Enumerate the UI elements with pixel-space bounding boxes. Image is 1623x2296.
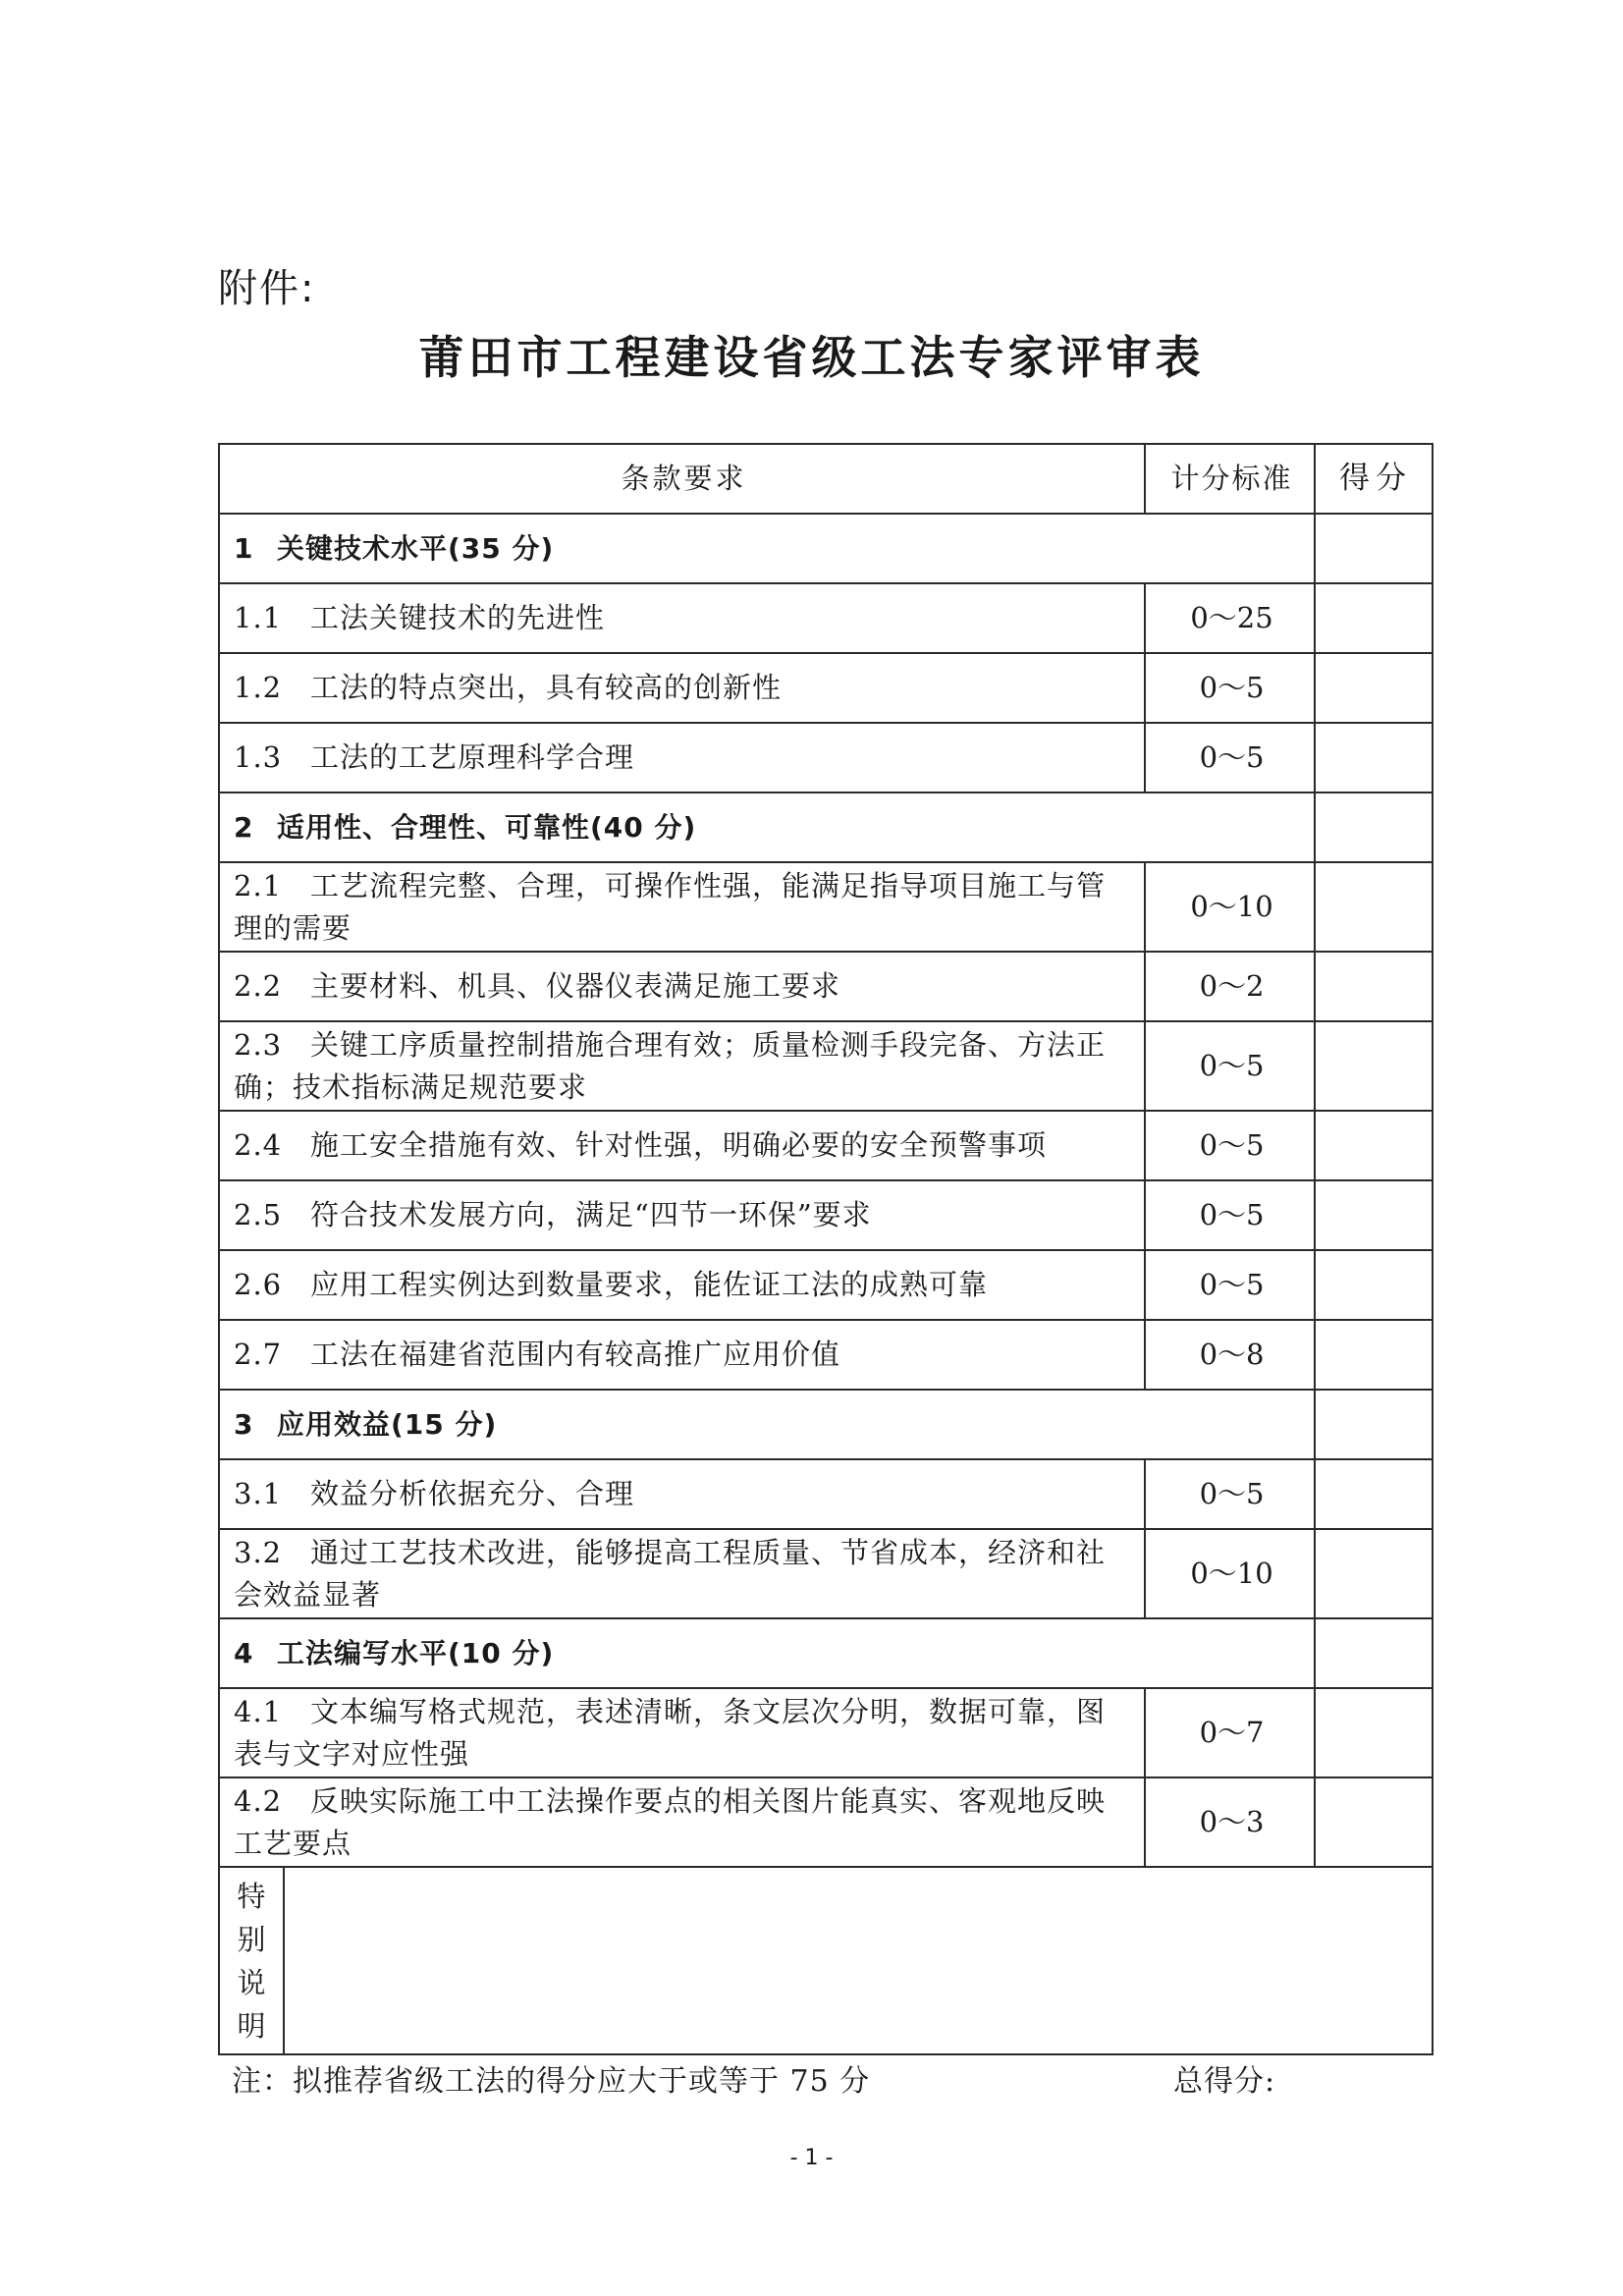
item-number: 4.2 xyxy=(234,1783,283,1818)
item-standard: 0～7 xyxy=(1145,1688,1315,1777)
item-text: 反映实际施工中工法操作要点的相关图片能真实、客观地反映工艺要点 xyxy=(234,1783,1107,1860)
criteria-row xyxy=(219,862,1433,952)
item-text: 通过工艺技术改进，能够提高工程质量、节省成本，经济和社会效益显著 xyxy=(234,1535,1107,1612)
score-cell[interactable] xyxy=(1315,1021,1433,1111)
score-cell[interactable] xyxy=(1315,793,1433,862)
criteria-row xyxy=(219,1111,1433,1180)
header-score: 得分 xyxy=(1315,444,1433,514)
criteria-row xyxy=(219,952,1433,1021)
item-standard: 0～8 xyxy=(1145,1320,1315,1390)
section-row xyxy=(219,793,1433,862)
score-cell[interactable] xyxy=(1315,1459,1433,1529)
special-notes-row xyxy=(219,1867,1433,2054)
score-cell[interactable] xyxy=(1315,1390,1433,1459)
item-text: 工法在福建省范围内有较高推广应用价值 xyxy=(310,1338,841,1371)
special-notes-label: 特 别 说 明 xyxy=(219,1867,284,2054)
item-number: 2.4 xyxy=(234,1128,283,1162)
review-table xyxy=(218,443,1434,2055)
score-cell[interactable] xyxy=(1315,1111,1433,1180)
item-text: 工艺流程完整、合理，可操作性强，能满足指导项目施工与管理的需要 xyxy=(234,868,1107,945)
item-number: 2.1 xyxy=(234,868,283,902)
special-notes-field[interactable] xyxy=(284,1867,1433,2054)
score-cell[interactable] xyxy=(1315,1529,1433,1618)
criteria-row xyxy=(219,1688,1433,1777)
table-header-row xyxy=(219,444,1433,514)
score-cell[interactable] xyxy=(1315,1250,1433,1320)
total-score-label: 总得分: xyxy=(1173,2064,1276,2099)
item-number: 3.2 xyxy=(234,1535,283,1569)
page-number: - 1 - xyxy=(789,2146,834,2170)
score-cell[interactable] xyxy=(1315,1320,1433,1390)
item-number: 2.3 xyxy=(234,1027,283,1062)
score-cell[interactable] xyxy=(1315,1777,1433,1867)
criteria-row xyxy=(219,1320,1433,1390)
item-standard: 0～3 xyxy=(1145,1777,1315,1867)
item-number: 4.1 xyxy=(234,1694,283,1728)
criteria-row xyxy=(219,1459,1433,1529)
score-cell[interactable] xyxy=(1315,1618,1433,1688)
item-number: 2.7 xyxy=(234,1338,283,1371)
item-number: 3.1 xyxy=(234,1477,283,1510)
item-standard: 0～5 xyxy=(1145,1180,1315,1250)
criteria-row xyxy=(219,1529,1433,1618)
criteria-row xyxy=(219,653,1433,723)
item-standard: 0～10 xyxy=(1145,1529,1315,1618)
score-cell[interactable] xyxy=(1315,862,1433,952)
item-standard: 0～5 xyxy=(1145,1250,1315,1320)
score-cell[interactable] xyxy=(1315,952,1433,1021)
item-number: 1.1 xyxy=(234,601,283,634)
item-standard: 0～5 xyxy=(1145,653,1315,723)
item-number: 2.5 xyxy=(234,1198,283,1231)
item-standard: 0～2 xyxy=(1145,952,1315,1021)
criteria-row xyxy=(219,1250,1433,1320)
item-number: 2.6 xyxy=(234,1268,283,1301)
item-text: 主要材料、机具、仪器仪表满足施工要求 xyxy=(310,969,841,1003)
item-text: 工法的工艺原理科学合理 xyxy=(310,740,635,774)
score-cell[interactable] xyxy=(1315,583,1433,653)
section-title: 适用性、合理性、可靠性(40 分) xyxy=(277,811,697,844)
item-number: 1.3 xyxy=(234,740,283,774)
score-cell[interactable] xyxy=(1315,514,1433,583)
item-text: 效益分析依据充分、合理 xyxy=(310,1477,635,1510)
criteria-row xyxy=(219,723,1433,793)
item-text: 施工安全措施有效、针对性强，明确必要的安全预警事项 xyxy=(310,1128,1048,1162)
item-standard: 0～10 xyxy=(1145,862,1315,952)
criteria-row xyxy=(219,583,1433,653)
section-number: 2 xyxy=(234,811,254,844)
page-title: 莆田市工程建设省级工法专家评审表 xyxy=(418,331,1205,384)
attachment-label: 附件: xyxy=(218,266,316,311)
item-standard: 0～25 xyxy=(1145,583,1315,653)
section-row xyxy=(219,1618,1433,1688)
item-standard: 0～5 xyxy=(1145,723,1315,793)
section-number: 1 xyxy=(234,532,254,565)
section-number: 3 xyxy=(234,1408,254,1441)
item-standard: 0～5 xyxy=(1145,1459,1315,1529)
header-item: 条款要求 xyxy=(219,444,1145,514)
section-title: 应用效益(15 分) xyxy=(277,1408,498,1441)
item-text: 工法关键技术的先进性 xyxy=(310,601,606,634)
item-text: 文本编写格式规范，表述清晰，条文层次分明，数据可靠，图表与文字对应性强 xyxy=(234,1694,1107,1771)
header-standard: 计分标准 xyxy=(1145,444,1315,514)
section-row xyxy=(219,1390,1433,1459)
item-number: 1.2 xyxy=(234,671,283,704)
footnote: 注：拟推荐省级工法的得分应大于或等于 75 分 xyxy=(232,2064,871,2099)
section-title: 关键技术水平(35 分) xyxy=(277,532,555,565)
item-standard: 0～5 xyxy=(1145,1111,1315,1180)
criteria-row xyxy=(219,1777,1433,1867)
item-standard: 0～5 xyxy=(1145,1021,1315,1111)
item-text: 符合技术发展方向，满足“四节一环保”要求 xyxy=(310,1198,872,1231)
section-number: 4 xyxy=(234,1637,254,1669)
score-cell[interactable] xyxy=(1315,1180,1433,1250)
score-cell[interactable] xyxy=(1315,1688,1433,1777)
section-row xyxy=(219,514,1433,583)
section-title: 工法编写水平(10 分) xyxy=(277,1637,555,1669)
criteria-row xyxy=(219,1180,1433,1250)
item-text: 应用工程实例达到数量要求，能佐证工法的成熟可靠 xyxy=(310,1268,989,1301)
score-cell[interactable] xyxy=(1315,653,1433,723)
criteria-row xyxy=(219,1021,1433,1111)
score-cell[interactable] xyxy=(1315,723,1433,793)
item-text: 工法的特点突出，具有较高的创新性 xyxy=(310,671,783,704)
item-text: 关键工序质量控制措施合理有效；质量检测手段完备、方法正确；技术指标满足规范要求 xyxy=(234,1027,1107,1104)
item-number: 2.2 xyxy=(234,969,283,1003)
